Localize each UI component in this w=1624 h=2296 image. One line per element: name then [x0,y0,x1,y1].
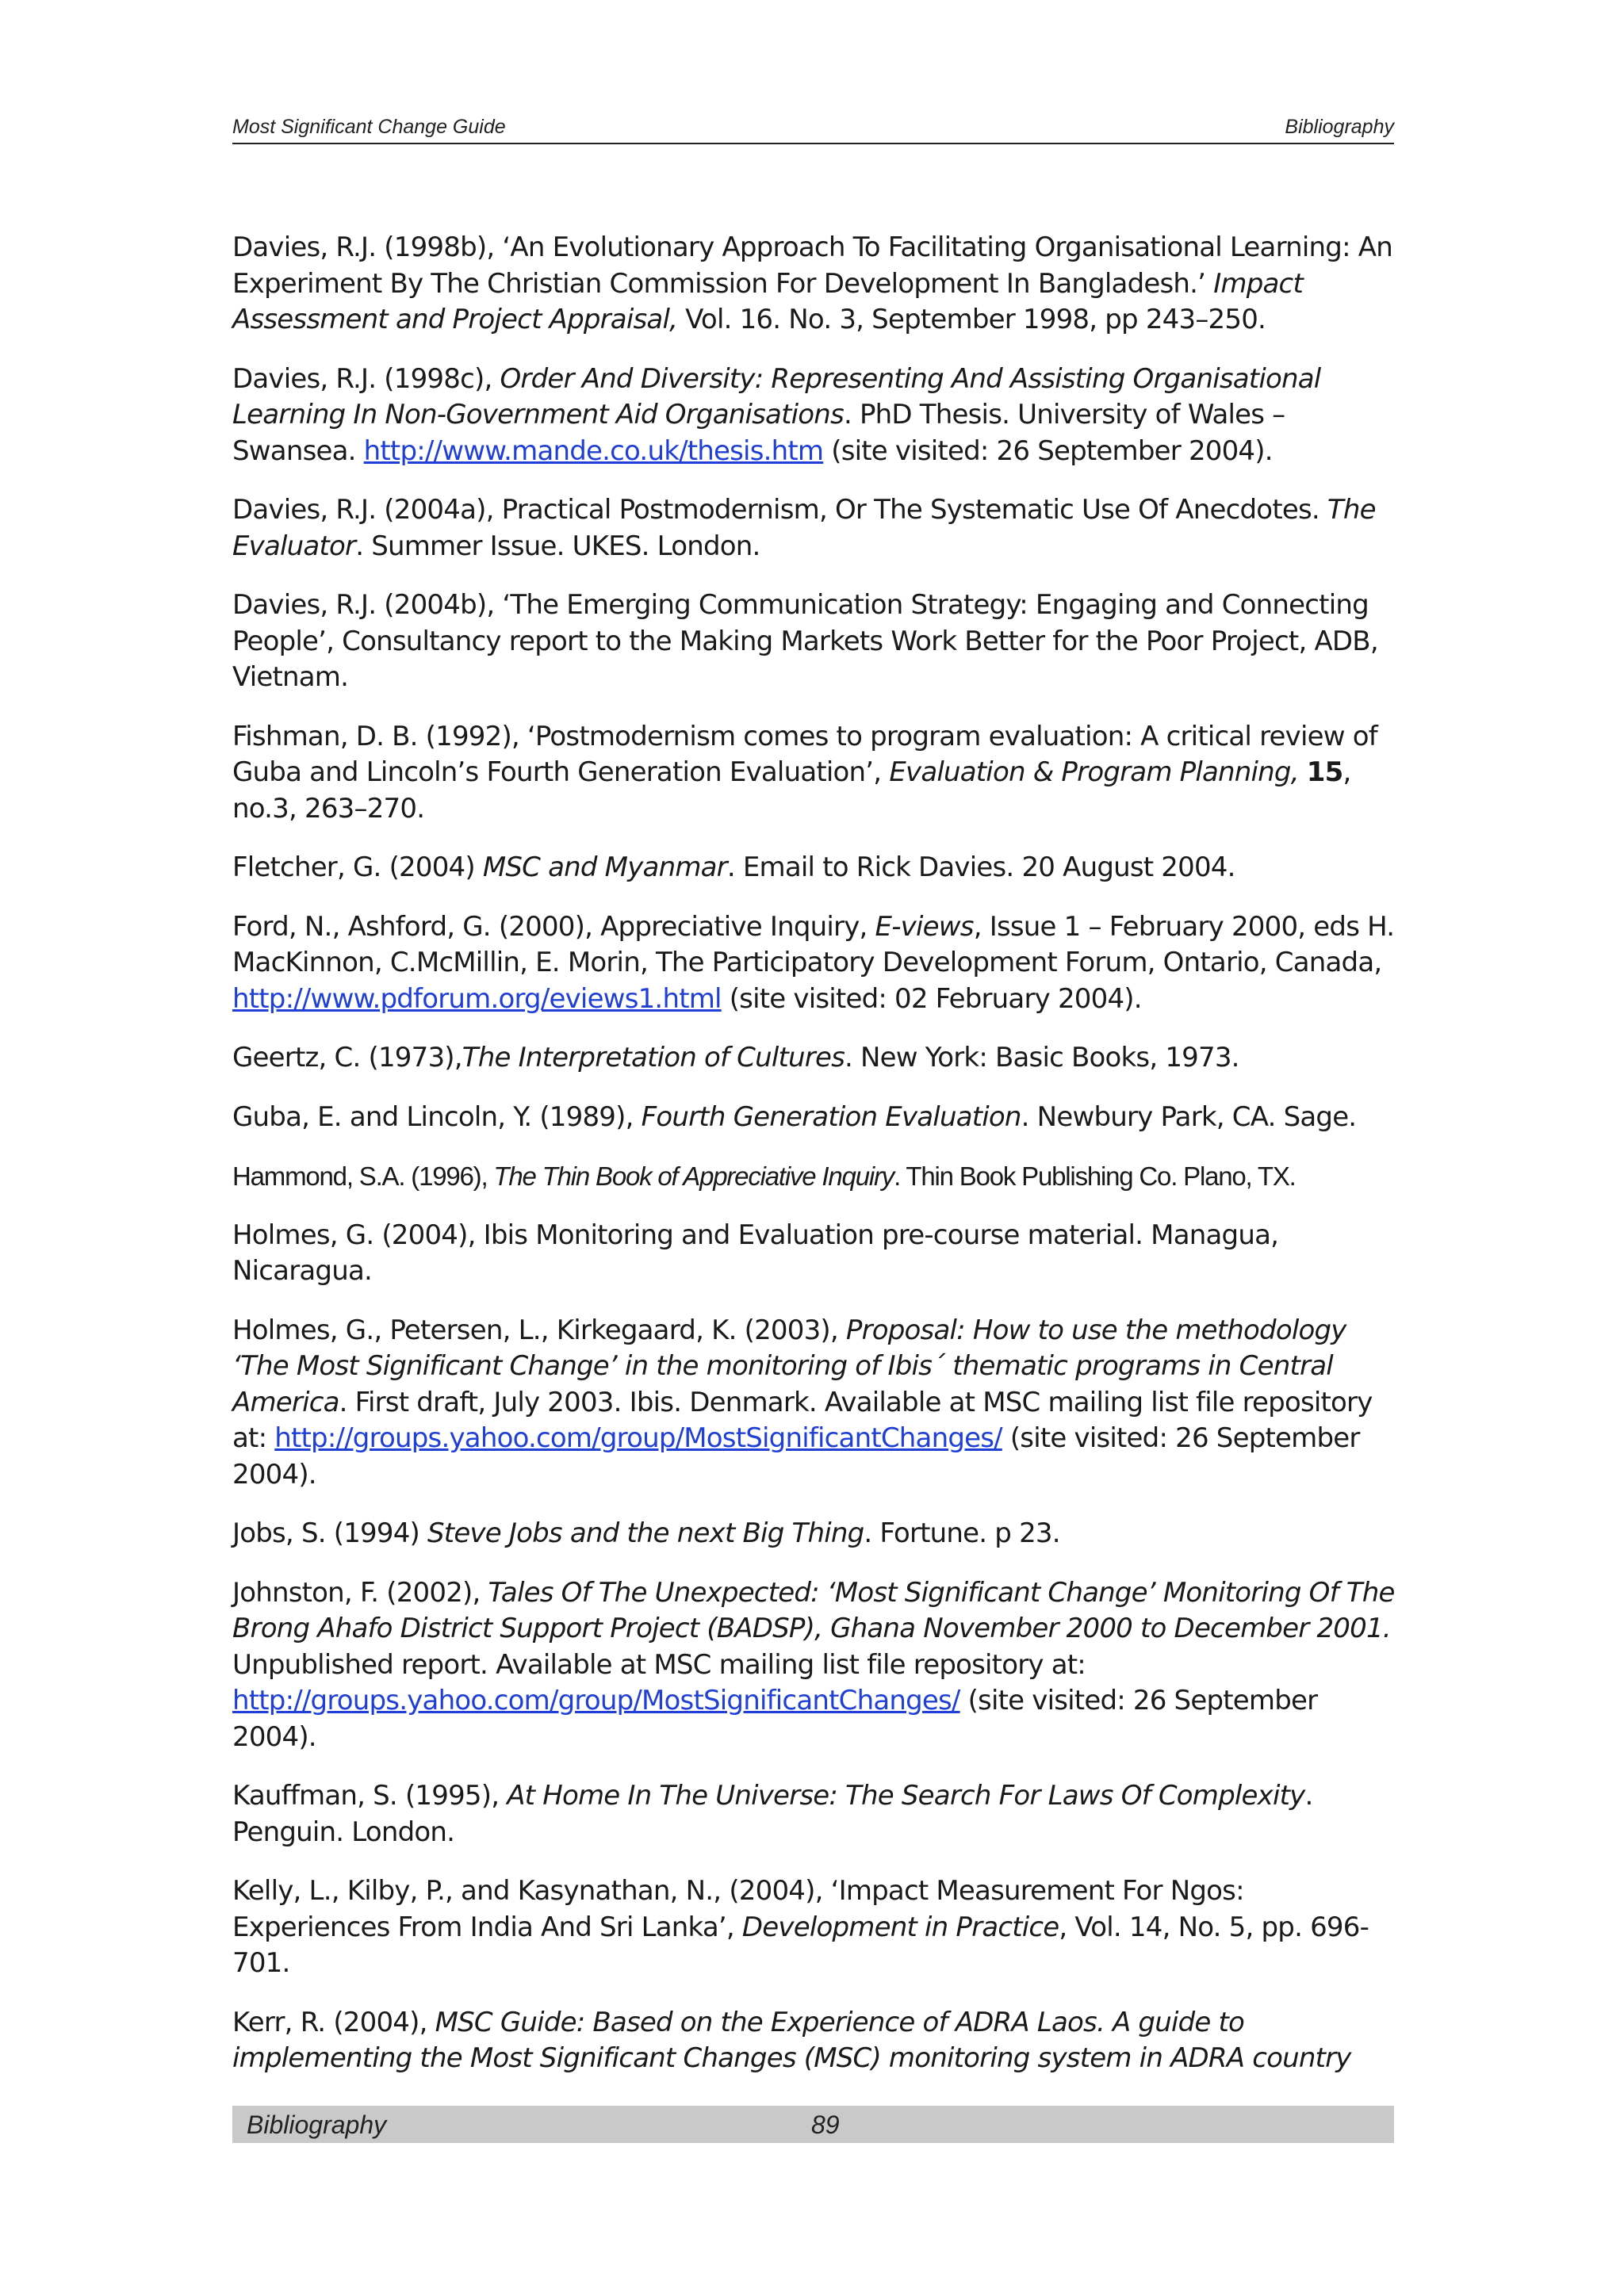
reference-entry: Jobs, S. (1994) Steve Jobs and the next Big Thing. Fortune. p 23. [232,1517,1060,1549]
reference-entry: Geertz, C. (1973),The Interpretation of Cultures. New York: Basic Books, 1973. [232,1042,1239,1073]
reference-entry: Kelly, L., Kilby, P., and Kasynathan, N., (2004), ‘Impact Measurement For Ngos: Experiences From India And Sri Lanka’, Development in Practice, Vol. 14, No. 5, pp. 696-701. [232,1875,1369,1979]
reference-entry: Davies, R.J. (1998c), Order And Diversity: Representing And Assisting Organisational Learning In Non-Government Aid Organisations. PhD Thesis. University of Wales – Swansea. http://www.mande.co.uk/thesis.htm (site visited: 26 September 2004). [232,362,1321,467]
reference-entry: Davies, R.J. (1998b), ‘An Evolutionary Approach To Facilitating Organisational Learning: An Experiment By The Christian Commission For Development In Bangladesh.’ Impact Assessment and Project Appraisal, Vol. 16. No. 3, September 1998, pp 243–250. [232,232,1392,335]
reference-link[interactable]: http://groups.yahoo.com/group/MostSignificantChanges/ [274,1422,1002,1454]
reference-entry: Holmes, G. (2004), Ibis Monitoring and Evaluation pre-course material. Managua, Nicaragua. [232,1219,1279,1287]
page-header [232,113,1394,144]
header-section-title: Bibliography [1285,116,1394,138]
reference-entry: Davies, R.J. (2004b), ‘The Emerging Communication Strategy: Engaging and Connecting People’, Consultancy report to the Making Markets Work Better for the Poor Project, ADB, Vietnam. [232,589,1378,693]
header-guide-title: Most Significant Change Guide [232,116,506,138]
reference-entry: Hammond, S.A. (1996), The Thin Book of Appreciative Inquiry. Thin Book Publishing Co. Plano, TX. [232,1161,1296,1191]
reference-entry: Kauffman, S. (1995), At Home In The Universe: The Search For Laws Of Complexity. Penguin. London. [232,1780,1313,1848]
reference-entry: Ford, N., Ashford, G. (2000), Appreciative Inquiry, E-views, Issue 1 – February 2000, eds H. MacKinnon, C.McMillin, E. Morin, The Participatory Development Forum, Ontario, Canada, http://www.pdforum.org/eviews1.html (site visited: 02 February 2004). [232,910,1395,1015]
reference-entry: Fishman, D. B. (1992), ‘Postmodernism comes to program evaluation: A critical review of Guba and Lincoln’s Fourth Generation Evaluation’, Evaluation & Program Planning, 15, no.3, 263–270. [232,720,1377,825]
reference-entry: Davies, R.J. (2004a), Practical Postmodernism, Or The Systematic Use Of Anecdotes. The Evaluator. Summer Issue. UKES. London. [232,494,1376,562]
reference-entry: Kerr, R. (2004), MSC Guide: Based on the Experience of ADRA Laos. A guide to implementing the Most Significant Changes (MSC) monitoring system in ADRA country [232,2006,1351,2074]
reference-entry: Fletcher, G. (2004) MSC and Myanmar. Email to Rick Davies. 20 August 2004. [232,851,1235,883]
bibliography-list [232,230,1398,2100]
reference-entry: Holmes, G., Petersen, L., Kirkegaard, K. (2003), Proposal: How to use the methodology ‘The Most Significant Change’ in the monitoring of Ibis´ thematic programs in Central America. First draft, July 2003. Ibis. Denmark. Available at MSC mailing list file repository at: http://groups.yahoo.com/group/MostSignificantChanges/ (site visited: 26 September 2004). [232,1314,1373,1490]
reference-entry: Johnston, F. (2002), Tales Of The Unexpected: ‘Most Significant Change’ Monitoring Of The Brong Ahafo District Support Project (BADSP), Ghana November 2000 to December 2001. Unpublished report. Available at MSC mailing list file repository at: http://groups.yahoo.com/group/MostSignificantChanges/ (site visited: 26 September 2004). [232,1576,1395,1753]
page-footer [232,2106,1394,2143]
footer-section-label: Bibliography [247,2110,387,2139]
page-number: 89 [811,2110,840,2139]
reference-link[interactable]: http://www.mande.co.uk/thesis.htm [363,434,824,467]
reference-entry: Guba, E. and Lincoln, Y. (1989), Fourth Generation Evaluation. Newbury Park, CA. Sage. [232,1100,1357,1133]
reference-link[interactable]: http://www.pdforum.org/eviews1.html [232,982,722,1015]
reference-link[interactable]: http://groups.yahoo.com/group/MostSignificantChanges/ [232,1685,960,1716]
